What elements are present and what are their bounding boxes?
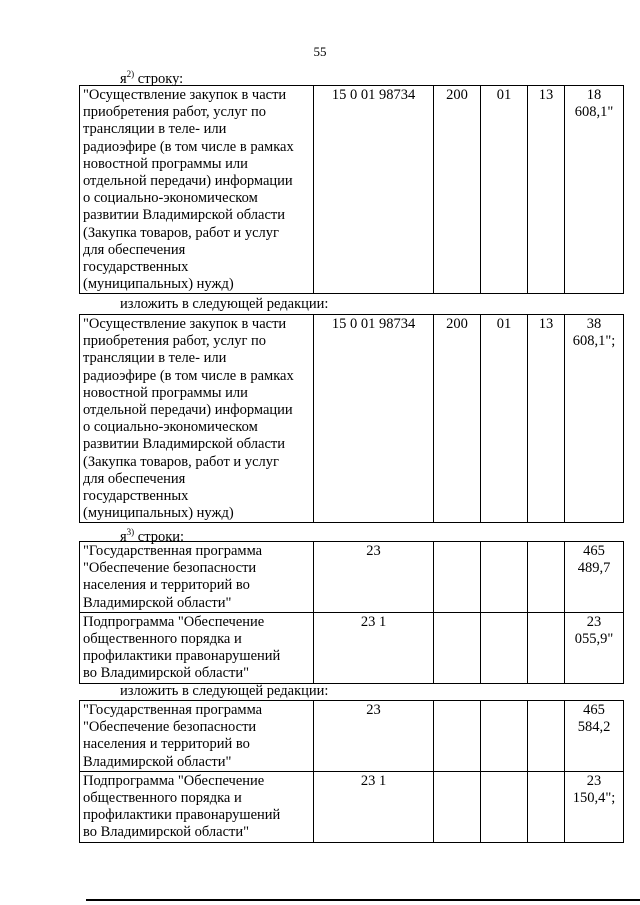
name-line: (муниципальных) нужд) (83, 505, 234, 522)
target-code: 23 (314, 701, 434, 772)
amount: 23 055,9" (565, 612, 624, 683)
target-code: 23 1 (314, 771, 434, 842)
name-line: отдельной передачи) информации (83, 402, 293, 419)
name-line: трансляции в теле- или (83, 121, 227, 138)
table-row (80, 701, 624, 772)
section: 01 (481, 86, 528, 294)
name-line: радиоэфире (в том числе в рамках (83, 367, 294, 384)
name-line: "Обеспечение безопасности (83, 560, 257, 577)
row-name (80, 701, 314, 772)
subsection: 13 (528, 86, 565, 294)
target-code: 15 0 01 98734 (314, 315, 434, 523)
name-line: государственных (83, 488, 189, 505)
name-line: общественного порядка и (83, 631, 242, 648)
name-line: трансляции в теле- или (83, 350, 227, 367)
section (481, 701, 528, 772)
subsection (528, 771, 565, 842)
section (481, 771, 528, 842)
table-row (80, 542, 624, 613)
instruction-text: строку: (134, 71, 184, 87)
instruction-text: изложить в следующей редакции: (120, 683, 329, 699)
instruction-prefix: я (120, 71, 127, 87)
name-line: отдельной передачи) информации (83, 173, 293, 190)
name-line: во Владимирской области" (83, 824, 250, 841)
subsection (528, 542, 565, 613)
section: 01 (481, 315, 528, 523)
name-line: Владимирской области" (83, 594, 232, 611)
name-line: "Государственная программа (83, 543, 263, 559)
row-name (80, 315, 314, 523)
name-line: Подпрограмма "Обеспечение (83, 772, 265, 789)
name-line: населения и территорий во (83, 577, 250, 594)
amount: 18 608,1" (565, 86, 624, 294)
name-line: государственных (83, 259, 189, 276)
name-line: развитии Владимирской области (83, 207, 286, 224)
subsection (528, 612, 565, 683)
row-name (80, 86, 314, 294)
table-row (80, 315, 624, 523)
row-name (80, 771, 314, 842)
row-name (80, 542, 314, 613)
name-line: для обеспечения (83, 241, 186, 258)
name-line: профилактики правонарушений (83, 648, 281, 665)
expense-type (434, 771, 481, 842)
footnote-ref: 3) (126, 527, 135, 537)
name-line: развитии Владимирской области (83, 436, 286, 453)
target-code: 23 1 (314, 612, 434, 683)
instruction-text: изложить в следующей редакции: (120, 296, 329, 312)
table-row (80, 612, 624, 683)
instruction-text: строки: (134, 529, 185, 545)
amount: 465 584,2 (565, 701, 624, 772)
target-code: 23 (314, 542, 434, 613)
name-line: приобретения работ, услуг по (83, 104, 267, 121)
budget-table-new-rows (79, 700, 624, 843)
name-line: профилактики правонарушений (83, 807, 281, 824)
budget-table-new-row (79, 314, 624, 523)
table-row (80, 771, 624, 842)
subsection: 13 (528, 315, 565, 523)
amount: 23 150,4"; (565, 771, 624, 842)
amount: 38 608,1"; (565, 315, 624, 523)
section (481, 542, 528, 613)
budget-table-old-row (79, 85, 624, 294)
expense-type: 200 (434, 86, 481, 294)
name-line: во Владимирской области" (83, 665, 250, 682)
instruction-prefix: я (120, 529, 127, 545)
name-line: о социально-экономическом (83, 190, 258, 207)
name-line: "Осуществление закупок в части (83, 87, 287, 103)
name-line: приобретения работ, услуг по (83, 333, 267, 350)
expense-type: 200 (434, 315, 481, 523)
name-line: "Осуществление закупок в части (83, 316, 287, 332)
name-line: Владимирской области" (83, 753, 232, 770)
page-number: 55 (313, 44, 327, 59)
name-line: (муниципальных) нужд) (83, 276, 234, 293)
name-line: "Государственная программа (83, 702, 263, 718)
section (481, 612, 528, 683)
table-row (80, 86, 624, 294)
row-name (80, 612, 314, 683)
name-line: для обеспечения (83, 470, 186, 487)
instruction-line (120, 66, 183, 87)
name-line: радиоэфире (в том числе в рамках (83, 138, 294, 155)
name-line: (Закупка товаров, работ и услуг (83, 453, 279, 470)
target-code: 15 0 01 98734 (314, 86, 434, 294)
footnote-ref: 2) (126, 69, 135, 79)
bottom-rule (86, 899, 640, 901)
name-line: (Закупка товаров, работ и услуг (83, 224, 279, 241)
expense-type (434, 612, 481, 683)
name-line: населения и территорий во (83, 736, 250, 753)
name-line: новостной программы или (83, 384, 248, 401)
name-line: общественного порядка и (83, 790, 242, 807)
expense-type (434, 542, 481, 613)
name-line: новостной программы или (83, 155, 248, 172)
expense-type (434, 701, 481, 772)
name-line: о социально-экономическом (83, 419, 258, 436)
name-line: "Обеспечение безопасности (83, 719, 257, 736)
amount: 465 489,7 (565, 542, 624, 613)
subsection (528, 701, 565, 772)
name-line: Подпрограмма "Обеспечение (83, 613, 265, 630)
budget-table-old-rows (79, 541, 624, 684)
